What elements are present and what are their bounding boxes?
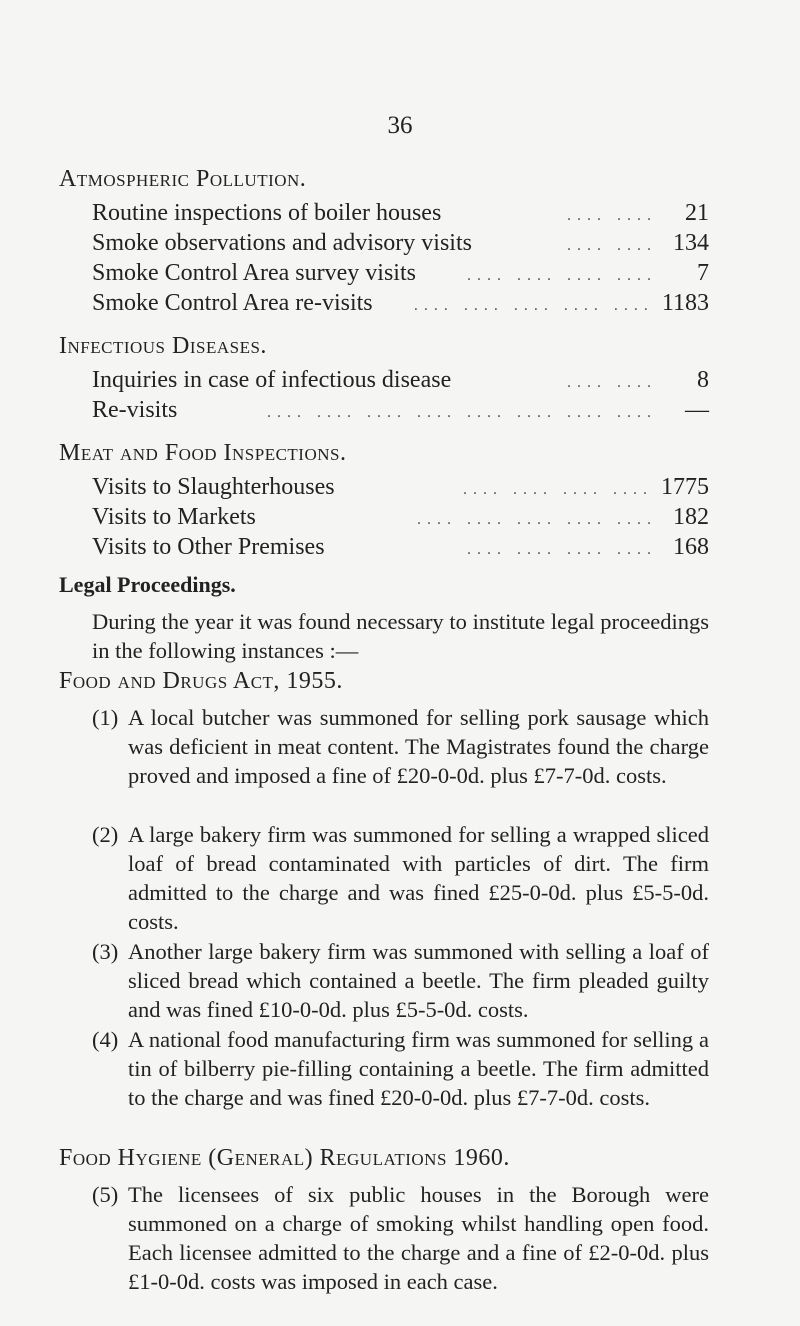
stat-row	[92, 260, 709, 290]
stat-row	[92, 367, 709, 397]
legal-case-4	[92, 1025, 709, 1112]
legal-case-1	[92, 703, 709, 790]
leader-dots: .... .... .... .... ....	[413, 297, 654, 314]
stat-row	[92, 200, 709, 230]
leader-dots: .... .... .... .... ....	[417, 511, 657, 528]
case-number: (4)	[92, 1027, 119, 1052]
case-number: (1)	[92, 705, 119, 730]
legal-case-3	[92, 937, 709, 1024]
leader-dots: .... .... .... .... .... .... .... ....	[267, 404, 657, 421]
case-text: Another large bakery firm was summoned with selling a loaf of sliced bread which contained a beetle. The firm pleaded guilty and was fined £10-0-0d. plus £5-5-0d. costs.	[128, 939, 709, 1022]
page-number: 36	[387, 112, 413, 139]
stat-label: Re-visits	[92, 397, 178, 423]
leader-dots: .... .... .... ....	[467, 267, 657, 284]
stat-row	[92, 474, 709, 504]
stat-value: 7	[697, 260, 709, 286]
leader-dots: .... ....	[567, 237, 657, 254]
leader-dots: .... .... .... ....	[463, 481, 653, 498]
leader-dots: .... .... .... ....	[467, 541, 657, 558]
case-text: A large bakery firm was summoned for selling a wrapped sliced loaf of bread contaminated with particles of dirt. The firm admitted to the charge and was fined £25-0-0d. plus £5-5-0d. costs.	[128, 822, 709, 934]
stat-value: 182	[673, 504, 709, 530]
case-number: (3)	[92, 939, 119, 964]
stat-label: Routine inspections of boiler houses	[92, 200, 442, 226]
stat-label: Smoke Control Area re-visits	[92, 290, 373, 316]
case-text: A local butcher was summoned for selling pork sausage which was deficient in meat content. The Magistrates found the charge proved and imposed a fine of £20-0-0d. plus £7-7-0d. costs.	[128, 705, 709, 788]
stat-value: —	[685, 397, 709, 423]
section-heading-atmospheric-pollution: Atmospheric Pollution.	[59, 166, 307, 192]
stat-row	[92, 290, 709, 320]
case-text: A national food manufacturing firm was summoned for selling a tin of bilberry pie-filling containing a beetle. The firm admitted to the charge and was fined £20-0-0d. plus £7-7-0d. costs.	[128, 1027, 709, 1110]
stat-label: Inquiries in case of infectious disease	[92, 367, 452, 393]
legal-proceedings-heading: Legal Proceedings.	[59, 572, 236, 597]
stat-label: Smoke Control Area survey visits	[92, 260, 416, 286]
legal-case-2	[92, 820, 709, 936]
case-number: (2)	[92, 822, 119, 847]
stat-value: 21	[685, 200, 709, 226]
legal-intro-paragraph	[59, 607, 709, 665]
case-text: The licensees of six public houses in the Borough were summoned on a charge of smoking whilst handling open food. Each licensee admitted to the charge and a fine of £2-0-0d. plus £1-0-0d. costs was imposed in each case.	[128, 1182, 709, 1294]
stat-row	[92, 397, 709, 427]
stat-label: Visits to Other Premises	[92, 534, 325, 560]
leader-dots: .... ....	[567, 374, 657, 391]
case-number: (5)	[92, 1182, 119, 1207]
legal-case-5	[92, 1180, 709, 1296]
stat-label: Visits to Slaughterhouses	[92, 474, 335, 500]
stat-value: 168	[673, 534, 709, 560]
stat-value: 134	[673, 230, 709, 256]
section-heading-infectious-diseases: Infectious Diseases.	[59, 333, 267, 359]
food-hygiene-regulations-heading: Food Hygiene (General) Regulations 1960.	[59, 1145, 510, 1171]
stat-value: 8	[697, 367, 709, 393]
section-heading-meat-food-inspections: Meat and Food Inspections.	[59, 440, 347, 466]
stat-row	[92, 534, 709, 564]
stat-label: Visits to Markets	[92, 504, 256, 530]
leader-dots: .... ....	[567, 207, 657, 224]
food-drugs-act-heading: Food and Drugs Act, 1955.	[59, 668, 343, 694]
stat-value: 1183	[661, 290, 709, 316]
stat-row	[92, 230, 709, 260]
stat-value: 1775	[661, 474, 709, 500]
stat-row	[92, 504, 709, 534]
legal-intro-text: During the year it was found necessary to institute legal proceedings in the following instances :—	[92, 609, 709, 663]
stat-label: Smoke observations and advisory visits	[92, 230, 472, 256]
